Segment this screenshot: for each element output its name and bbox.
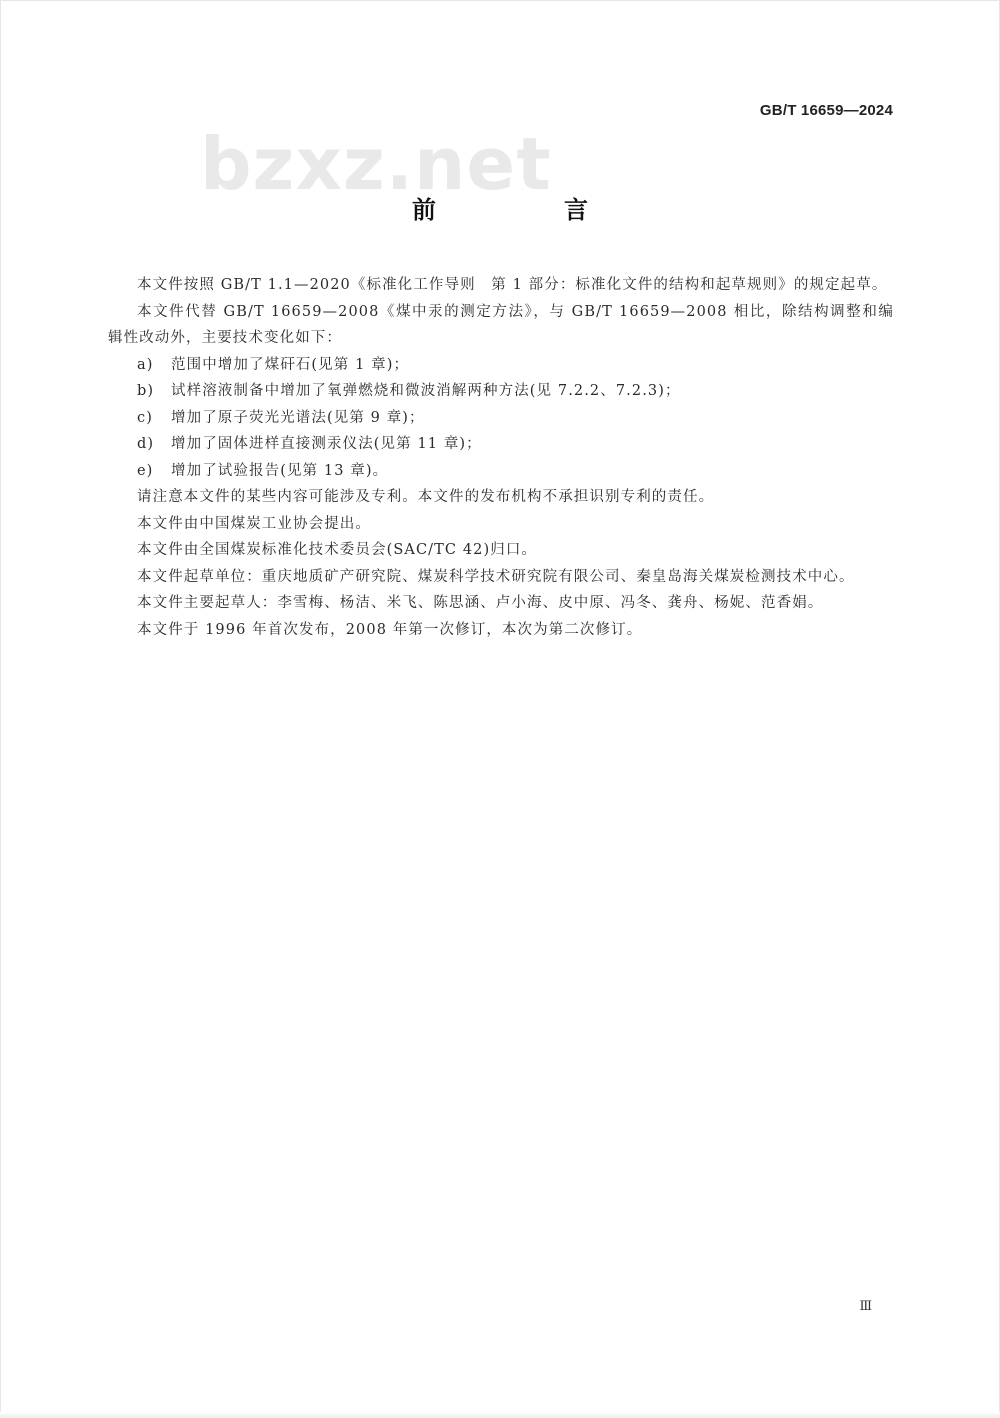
paragraph-patent-notice: 请注意本文件的某些内容可能涉及专利。本文件的发布机构不承担识别专利的责任。 — [137, 489, 715, 505]
page-bottom-shadow — [0, 1412, 1000, 1418]
list-item-text: 增加了试验报告(见第 13 章)。 — [171, 462, 389, 479]
paragraph-drafting-units: 本文件起草单位：重庆地质矿产研究院、煤炭科学技术研究院有限公司、秦皇岛海关煤炭检测技术中心。 — [137, 568, 855, 585]
changes-list — [108, 352, 894, 485]
paragraph-replaces: 本文件代替 GB/T 16659—2008《煤中汞的测定方法》，与 GB/T 16659—2008 相比，除结构调整和编辑性改动外，主要技术变化如下： — [108, 303, 894, 346]
list-item-text: 增加了固体进样直接测汞仪法(见第 11 章)； — [171, 436, 482, 452]
standard-code: GB/T 16659—2024 — [759, 102, 893, 119]
list-item — [108, 378, 894, 405]
paragraph-committee: 本文件由全国煤炭标准化技术委员会(SAC/TC 42)归口。 — [137, 542, 538, 558]
paragraph-history: 本文件于 1996 年首次发布，2008 年第一次修订，本次为第二次修订。 — [137, 621, 643, 638]
list-item-text: 范围中增加了煤矸石(见第 1 章)； — [171, 356, 410, 373]
page-title: 前 言 — [412, 196, 640, 224]
list-marker: e) — [137, 462, 154, 479]
list-item — [108, 405, 894, 432]
paragraph-drafters: 本文件主要起草人：李雪梅、杨洁、米飞、陈思涵、卢小海、皮中原、冯冬、龚舟、杨妮、范香娟。 — [137, 595, 824, 611]
page-number: Ⅲ — [859, 1299, 872, 1314]
list-marker: c) — [137, 409, 153, 426]
paragraph-drafting-rules: 本文件按照 GB/T 1.1—2020《标准化工作导则 第 1 部分：标准化文件的结构和起草规则》的规定起草。 — [137, 277, 888, 293]
foreword-body — [108, 272, 894, 643]
watermark: bzxz.net — [200, 122, 552, 206]
list-item — [108, 431, 894, 458]
list-item — [108, 458, 894, 485]
paragraph-proposer: 本文件由中国煤炭工业协会提出。 — [137, 515, 371, 532]
list-item-text: 增加了原子荧光光谱法(见第 9 章)； — [171, 409, 425, 426]
list-marker: b) — [137, 383, 155, 399]
list-item — [108, 352, 894, 379]
list-marker: a) — [137, 356, 154, 373]
list-item-text: 试样溶液制备中增加了氧弹燃烧和微波消解两种方法(见 7.2.2、7.2.3)； — [171, 383, 681, 399]
list-marker: d) — [137, 436, 155, 452]
